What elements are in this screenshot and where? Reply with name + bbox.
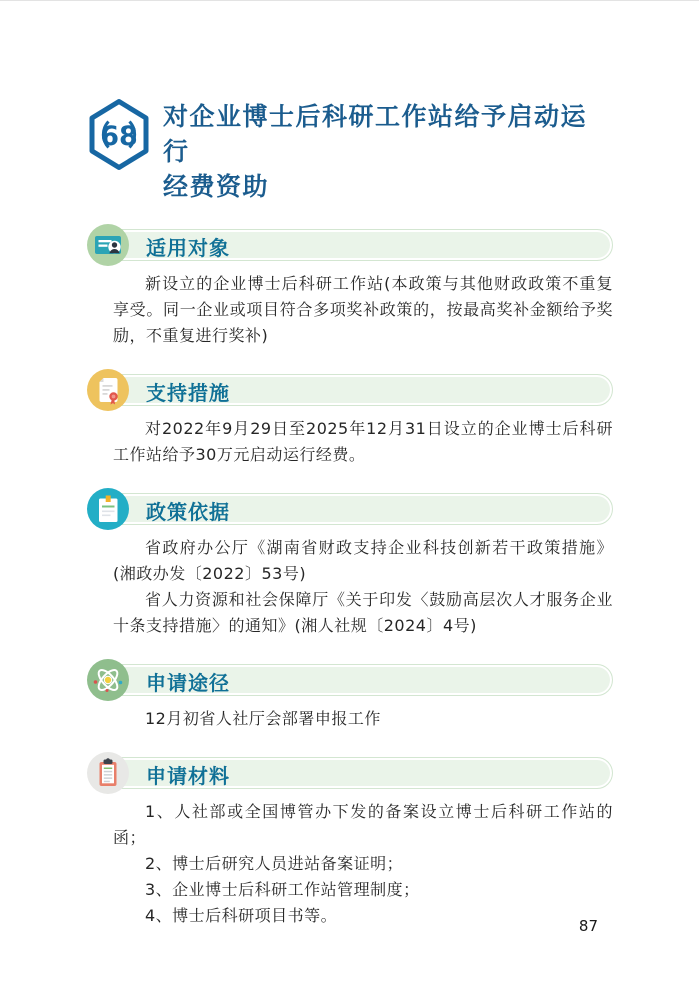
section-heading: 支持措施 <box>146 381 230 405</box>
paragraph: 新设立的企业博士后科研工作站(本政策与其他财政政策不重复享受。同一企业或项目符合多项奖补政策的，按最高奖补金额给予奖励，不重复进行奖补) <box>113 274 613 345</box>
svg-text:68: 68 <box>100 121 138 152</box>
section-body-application-materials <box>113 799 613 929</box>
section-heading: 申请途径 <box>146 671 230 695</box>
clipboard-icon <box>87 752 129 794</box>
paragraph: 12月初省人社厅会部署申报工作 <box>145 709 381 728</box>
section-heading: 申请材料 <box>146 764 230 788</box>
document-page <box>0 1 699 929</box>
page-number: 87 <box>578 917 598 935</box>
policy-document-icon <box>87 488 129 530</box>
section-header-applicable <box>96 227 613 263</box>
atom-icon <box>87 659 129 701</box>
page-title <box>163 99 613 204</box>
item-number-badge <box>88 98 150 171</box>
section-body-support <box>113 416 613 468</box>
id-card-icon <box>87 224 129 266</box>
page-title-line2: 经费资助 <box>163 172 270 201</box>
hexagon-badge-icon <box>88 98 150 171</box>
title-block <box>88 96 613 204</box>
section-header-policy-basis <box>96 491 613 527</box>
section-heading: 适用对象 <box>146 236 230 260</box>
section-header-support <box>96 372 613 408</box>
paragraph: 省政府办公厅《湖南省财政支持企业科技创新若干政策措施》(湘政办发〔2022〕53号) <box>113 538 613 583</box>
section-header-application-materials <box>96 755 613 791</box>
paragraph: 对2022年9月29日至2025年12月31日设立的企业博士后科研工作站给予30万元启动运行经费。 <box>113 419 613 464</box>
section-header-application-channel <box>96 662 613 698</box>
certificate-icon <box>87 369 129 411</box>
section-heading: 政策依据 <box>146 500 230 524</box>
section-body-applicable <box>113 271 613 349</box>
section-body-application-channel <box>113 706 613 732</box>
page-title-line1: 对企业博士后科研工作站给予启动运行 <box>163 102 588 166</box>
list-item: 4、博士后科研项目书等。 <box>145 906 338 925</box>
paragraph: 省人力资源和社会保障厅《关于印发〈鼓励高层次人才服务企业十条支持措施〉的通知》(湘人社规〔2024〕4号) <box>113 590 613 635</box>
list-item: 2、博士后研究人员进站备案证明； <box>145 854 404 873</box>
list-item: 1、人社部或全国博管办下发的备案设立博士后科研工作站的函； <box>113 802 613 847</box>
list-item: 3、企业博士后科研工作站管理制度； <box>145 880 420 899</box>
section-body-policy-basis <box>113 535 613 639</box>
